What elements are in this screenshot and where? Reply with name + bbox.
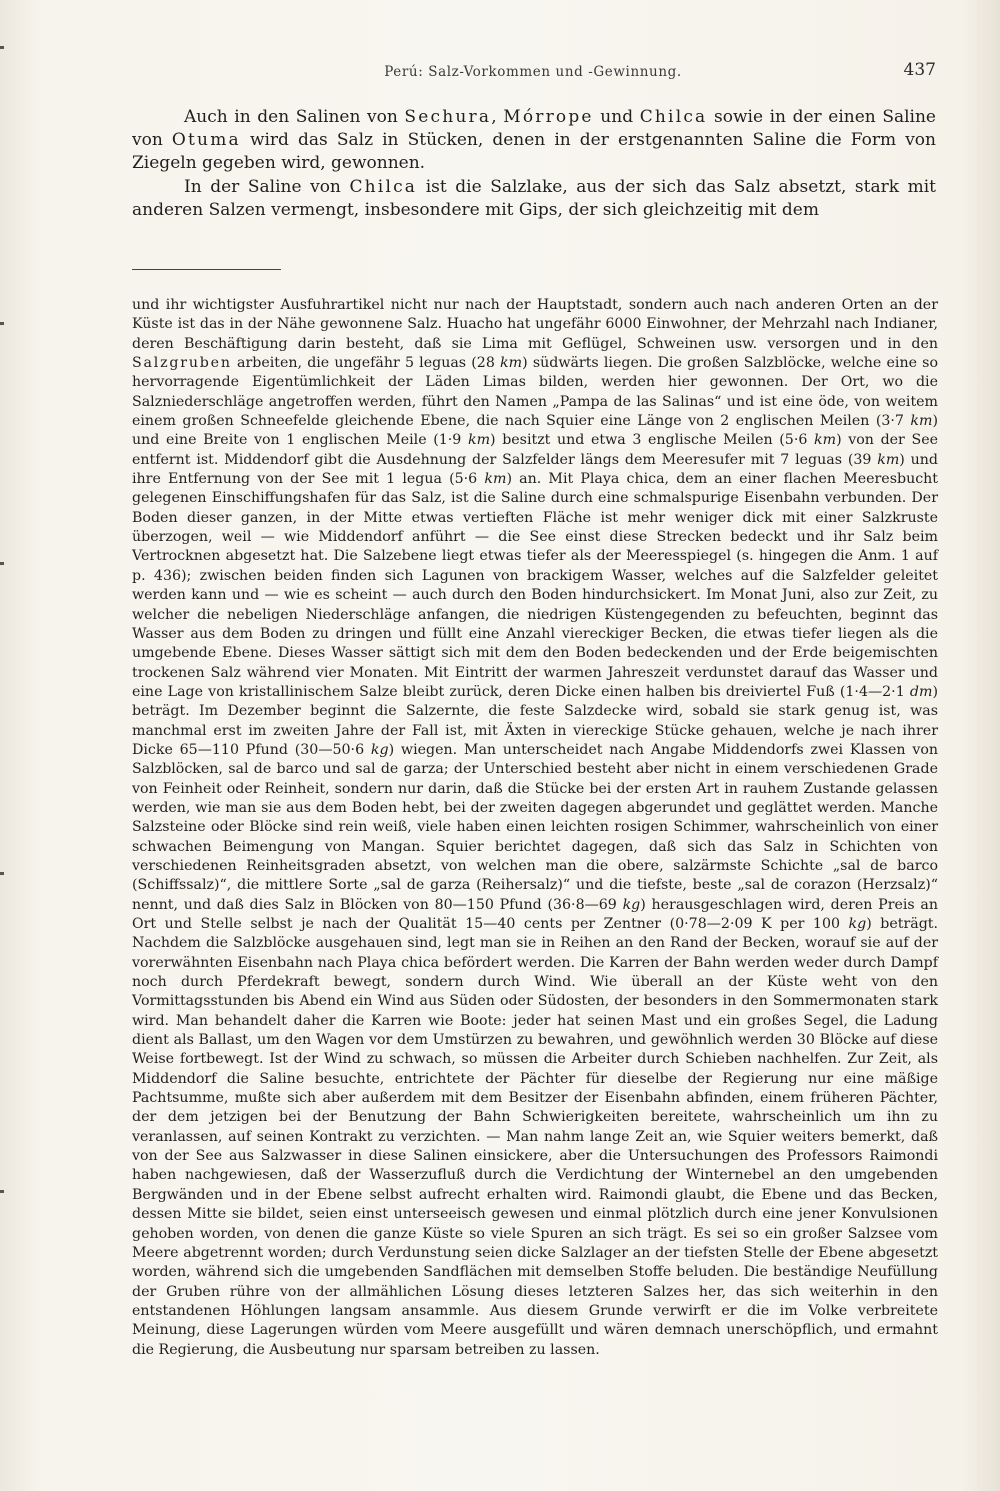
unit: kg xyxy=(848,916,867,932)
running-head: Perú: Salz-Vorkommen und -Gewinnung. xyxy=(384,64,682,80)
text-run: wird das Salz in Stücken, denen in der erstgenannten Saline die Form von Ziegeln gegeben wird, gewonnen. xyxy=(132,130,936,174)
scan-edge-mark xyxy=(0,1190,4,1193)
place-name: Otuma xyxy=(171,130,241,151)
scan-edge-mark xyxy=(0,872,4,875)
main-text xyxy=(132,106,936,222)
text-run: ) südwärts liegen. Die großen Salzblöcke, welche eine so hervorragende Eigentümlichkeit der Läden Limas bilden, werden hier gewonnen. Der Ort, wo die Salzniederschläge angetroffen werden, führt den Namen „Pampa de las Salinas“ und ist eine öde, von weitem einem großen Schneefelde gleichende Ebene, die nach Squier eine Länge von 2 englischen Meilen (3·7 xyxy=(132,355,938,430)
place-name: Mórrope xyxy=(503,107,594,127)
text-run: ) beträgt. Nachdem die Salzblöcke ausgehauen sind, legt man sie in Reihen an den Rand der Becken, worauf sie auf der vorerwähnten Eisenbahn nach Playa chica befördert werden. Die Karren der Bahn werden weder durch Dampf noch durch Pferdekraft bewegt, sondern durch Wind. Wie überall an der Küste weht von den Vormittagsstunden bis Abend ein Wind aus Süden oder Südosten, der besonders in den Sommermonaten stark wird. Man behandelt daher die Karren wie Boote: jeder hat seinen Mast und ein großes Segel, die Ladung dient als Ballast, um den Wagen vor dem Umstürzen zu bewahren, und gewöhnlich werden 30 Blöcke auf diese Weise fortbewegt. Ist der Wind zu schwach, so müssen die Arbeiter durch Schieben nachhelfen. Zur Zeit, als Middendorf die Saline besuchte, entrichtete der Pächter für dieselbe der Regierung nur eine mäßige Pachtsumme, mußte sich aber außerdem mit dem Besitzer der Eisenbahn abfinden, einem früheren Pächter, der dem jetzigen bei der Benutzung der Bahn Schwierigkeiten bereitete, wahrscheinlich um ihn zu veranlassen, auf seinen Kontrakt zu verzichten. — Man nahm lange Zeit an, wie Squier weiters bemerkt, daß von der See aus Salzwasser in diese Salinen einsickere, aber die Untersuchungen des Professors Raimondi haben nachgewiesen, daß der Wasserzufluß durch die Verdichtung der Winternebel an den umgebenden Bergwänden und in der Ebene selbst aufrecht erhalten wird. Raimondi glaubt, die Ebene und das Becken, dessen Mitte sie bildet, seien einst unterseeisch gewesen und einmal plötzlich durch eine jener Konvulsionen gehoben worden, von denen die ganze Küste so viele Spuren an sich trägt. Es sei so ein großer Salzsee vom Meere abgetrennt worden; durch Verdunstung seien dicke Salzlager an der tiefsten Stelle der Ebene abgesetzt worden, während sich die umgebenden Sandflächen mit demselben Stoffe beluden. Die beständige Neufüllung der Gruben rühre von der allmählichen Lösung dieses letzteren Salzes her, das sich weiterhin in den entstandenen Höhlungen langsam ansammle. Aus diesem Grunde verwirft er die im Volke verbreitete Meinung, diese Lagerungen würden vom Meere ausgefüllt und wären demnach unerschöpflich, und ermahnt die Regierung, die Ausbeutung nur sparsam betreiben zu lassen. xyxy=(132,916,938,1358)
text-run: , xyxy=(491,107,504,127)
text-run: ) wiegen. Man unterscheidet nach Angabe Middendorfs zwei Klassen von Salzblöcken, sal de barco und sal de garza; der Unterschied besteht aber nicht in einem verschiedenen Grade von Feinheit oder Reinheit, sondern nur darin, daß die Stücke bei der ersten Art in rauhem Zustande gelassen werden, wie man sie aus dem Boden hebt, bei der zweiten dagegen abgerundet und geglättet werden. Manche Salzsteine oder Blöcke sind rein weiß, viele haben einen leichten rosigen Schimmer, wahrscheinlich von einer schwachen Beimengung von Mangan. Squier berichtet dagegen, daß sich das Salz in Schichten von verschiedenen Reinheitsgraden absetzt, von welchen man die obere, salzärmste Schichte „sal de barco (Schiffssalz)“, die mittlere Sorte „sal de garza (Reihersalz)“ und die tiefste, beste „sal de corazon (Herzsalz)“ nennt, und daß dies Salz in Blöcken von 80—150 Pfund (36·8—69 xyxy=(132,741,939,913)
unit: dm xyxy=(909,683,933,700)
text-run: ist die Salzlake, aus der sich das Salz absetzt, stark mit anderen Salzen vermengt, insbesondere mit Gips, der sich gleichzeitig mit dem xyxy=(132,176,936,220)
text-run: ) an. Mit Playa chica, dem an einer flachen Meeresbucht gelegenen Einschiffungshafen für das Salz, ist die Saline durch eine schmalspurige Eisenbahn verbunden. Der Boden dieser ganzen, in der Mitte etwas vertieften Fläche ist mehr weniger dick mit einer Salzkruste überzogen, weil — wie Middendorf anführt — die See einst diese Strecken bedeckt und ihr Salz beim Vertrocknen abgesetzt hat. Die Salzebene liegt etwas tiefer als der Meeresspiegel (s. hingegen die Anm. 1 auf p. 436); zwischen beiden finden sich Lagunen von brackigem Wasser, welches auf die Salzfelder geleitet werden kann und — wie es scheint — auch durch den Boden hindurchsickert. Im Monat Juni, also zur Zeit, zu welcher die nebeligen Niederschläge anfangen, die niedrigen Küstengegenden zu befeuchten, beginnt das Wasser aus dem Boden zu dringen und füllt eine Anzahl viereckiger Becken, die etwas tiefer liegen als die umgebende Ebene. Dieses Wasser sättigt sich mit dem den Boden bedeckenden und der Erde beigemischten trockenen Salz während vier Monaten. Mit Eintritt der warmen Jahreszeit verdunstet darauf das Wasser und eine Lage von kristallinischem Salze bleibt zurück, deren Dicke einen halben bis dreiviertel Fuß (1·4—2·1 xyxy=(132,471,938,700)
text-run: und ihr wichtigster Ausfuhrartikel nicht nur nach der Hauptstadt, sondern auch nach anderen Orten an der Küste ist das in der Nähe gewonnene Salz. Huacho hat ungefähr 6000 Einwohner, der Mehrzahl nach Indianer, deren Beschäftigung darin besteht, daß sie Lima mit Geflügel, Schweinen usw. versorgen und in den xyxy=(132,297,938,352)
paragraph xyxy=(132,176,936,222)
footnote-paragraph xyxy=(132,296,938,1360)
unit: kg xyxy=(622,896,641,913)
unit: km xyxy=(500,355,523,372)
unit: km xyxy=(910,413,933,430)
text-run: ) und ihre Entfernung von der See mit 1 legua (5·6 xyxy=(132,451,939,488)
unit: km xyxy=(814,432,837,449)
paragraph xyxy=(132,106,936,176)
text-run: und xyxy=(593,107,640,127)
scan-edge-mark xyxy=(0,322,4,325)
page-header xyxy=(130,60,936,86)
text-run: ) besitzt und etwa 3 englische Meilen (5·6 xyxy=(490,432,815,449)
text-run: ) und eine Breite von 1 englischen Meile (1·9 xyxy=(132,413,938,449)
text-run: sowie in der einen Saline von xyxy=(132,107,936,151)
text-run: In der Saline von xyxy=(184,176,350,197)
emphasis: Salzgruben xyxy=(132,355,232,372)
scan-edge-mark xyxy=(0,46,4,49)
text-run: ) herausgeschlagen wird, deren Preis an Ort und Stelle selbst je nach der Qualität 15—40 cents per Zentner (0·78—2·09 K per 100 xyxy=(132,896,939,932)
text-run: ) von der See entfernt ist. Middendorf gibt die Ausdehnung der Salzfelder längs dem Meeresufer mit 7 leguas (39 xyxy=(132,432,938,468)
unit: kg xyxy=(370,741,389,758)
unit: km xyxy=(484,471,507,488)
footnote xyxy=(132,296,938,1360)
place-name: Sechura xyxy=(404,107,492,127)
text-run: arbeiten, die ungefähr 5 leguas (28 xyxy=(231,355,501,372)
scan-edge-mark xyxy=(0,562,4,565)
footnote-separator xyxy=(132,269,281,270)
place-name: Chilca xyxy=(349,176,418,197)
text-run: Auch in den Salinen von xyxy=(184,107,405,127)
unit: km xyxy=(877,451,900,468)
unit: km xyxy=(467,432,491,449)
text-run: ) beträgt. Im Dezember beginnt die Salzernte, die feste Salzdecke wird, sobald sie stark genug ist, was manchmal erst im zweiten Jahre der Fall ist, mit Äxten in viereckige Stücke gehauen, welche je nach ihrer Dicke 65—110 Pfund (30—50·6 xyxy=(132,683,938,758)
page-number: 437 xyxy=(903,60,936,80)
place-name: Chilca xyxy=(639,107,708,127)
